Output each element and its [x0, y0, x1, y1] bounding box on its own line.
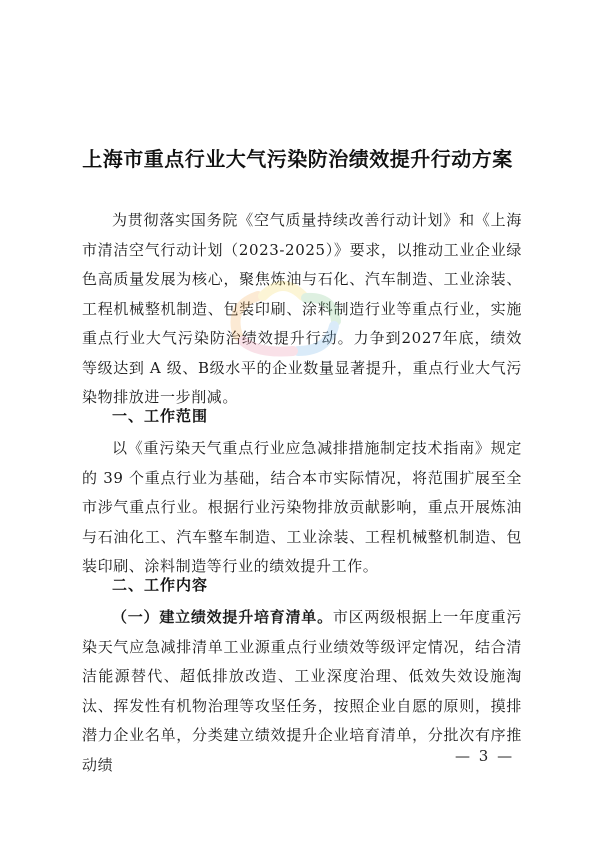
intro-paragraph: 为贯彻落实国务院《空气质量持续改善行动计划》和《上海市清洁空气行动计划（2023-2025）》要求，以推动工业企业绿色高质量发展为核心，聚焦炼油与石化、汽车制造、工业涂装、工程机械整机制造、包装印刷、涂料制造行业等重点行业，实施重点行业大气污染防治绩效提升行动。力争到2027年底，绩效等级达到 A 级、B级水平的企业数量显著提升，重点行业大气污染物排放进一步削减。 — [82, 211, 522, 406]
item-text: 市区两级根据上一年度重污染天气应急减排清单工业源重点行业绩效等级评定情况，结合清洁能源替代、超低排放改造、工业深度治理、低效失效设施淘汰、挥发性有机物治理等攻坚任务，按照企业自愿的原则，摸排潜力企业名单，分类建立绩效提升企业培育清单，分批次有序推动绩 — [82, 608, 523, 774]
document-title: 上海市重点行业大气污染防治绩效提升行动方案 — [82, 147, 513, 171]
scope-paragraph: 以《重污染天气重点行业应急减排措施制定技术指南》规定的 39 个重点行业为基础，结合本市实际情况，将范围扩展至全市涉气重点行业。根据行业污染物排放贡献影响，重点开展炼油与石油化工、汽车整车制造、工业涂装、工程机械整机制造、包装印刷、涂料制造等行业的绩效提升工作。 — [82, 439, 522, 575]
section-heading-content: 二、工作内容 — [112, 576, 209, 594]
section-heading-scope: 一、工作范围 — [112, 407, 209, 425]
item-heading: （一）建立绩效提升培育清单。 — [112, 608, 333, 626]
page-number: — 3 — — [455, 747, 515, 765]
